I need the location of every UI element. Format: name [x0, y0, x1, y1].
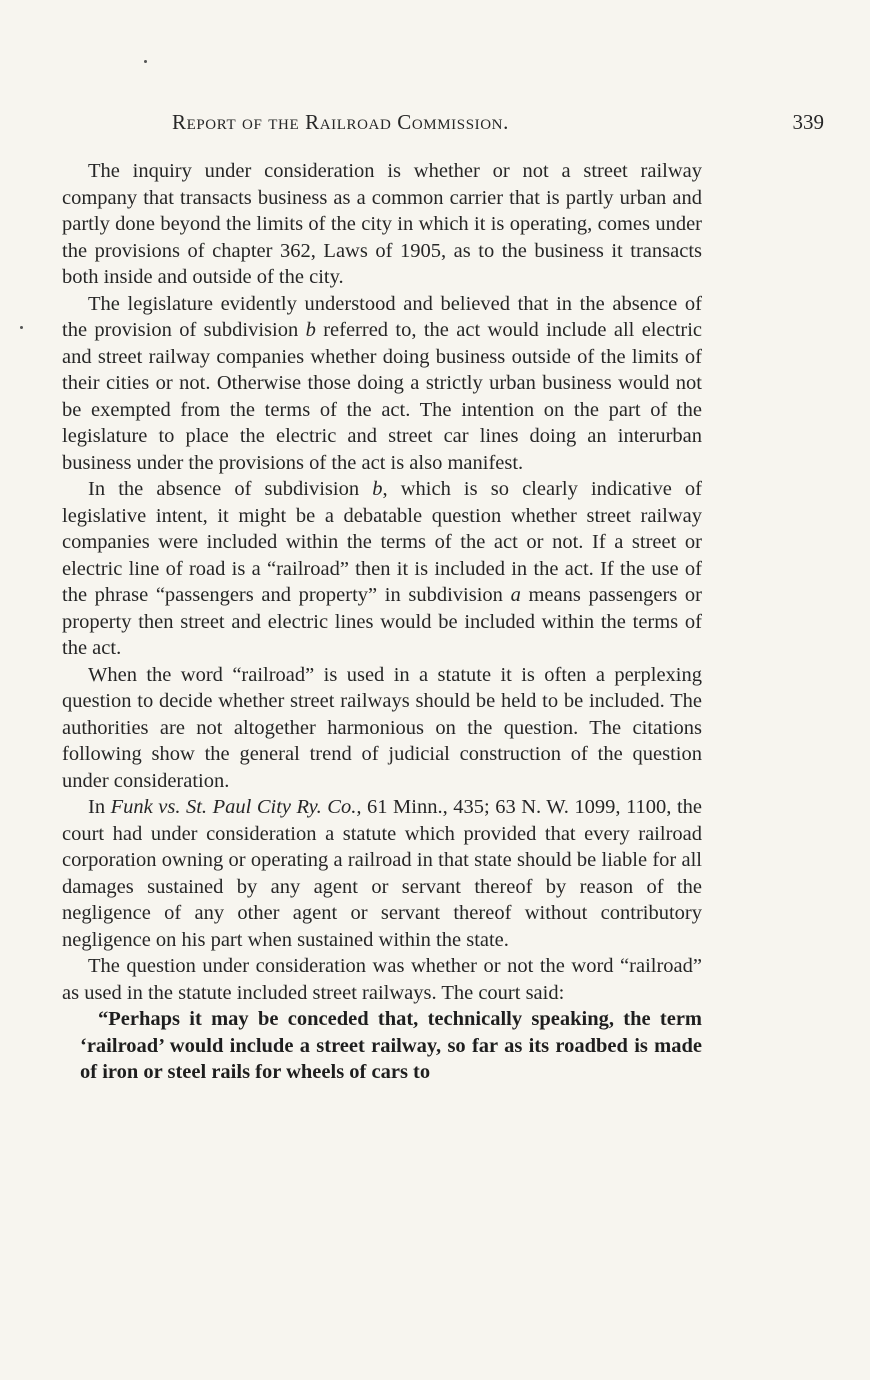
- paragraph-2-text-c: referred to, the act would include all electric and street railway companies whether doing business outside of the limits of their cities or not. Otherwise those doing a strictly urban business would not be exempted from the terms of the act. The intention on the part of the legislature to place the electric and street car lines doing an interurban business under the provisions of the act is also manifest.: [62, 319, 703, 474]
- paragraph-3-text-e: means passengers or property then street and electric lines would be included within the terms of the act.: [62, 584, 702, 659]
- subdivision-b-ref: b: [305, 319, 316, 341]
- paragraph-2-text-a: The legislature evidently understood and believed that in the absence of the provision of subdivision: [62, 292, 702, 341]
- paragraph-6: The question under consideration was whether or not the word “railroad” as used in the statute included street railways. The court said:: [62, 955, 702, 1004]
- paragraph-5-text-a: In: [88, 796, 111, 818]
- paragraph-3: [62, 476, 702, 662]
- ink-speck: [144, 60, 147, 63]
- running-head: [64, 110, 824, 140]
- running-title: Report of the Railroad Commission.: [172, 110, 509, 134]
- paragraph-3-text-c: , which is so clearly indicative of legislative intent, it might be a debatable question whether street railway companies were included within the terms of the act or not. If a street or electric line of road is a “railroad” then it is included in the act. If the use of the phrase “passengers and property” in subdivision: [62, 478, 702, 606]
- page-number: 339: [792, 110, 824, 134]
- paragraph-5: [62, 794, 702, 953]
- paragraph-1: The inquiry under consideration is whether or not a street railway company that transacts business as a common carrier that is partly urban and partly done beyond the limits of the city in which it is operating, comes under the provisions of chapter 362, Laws of 1905, as to the business it transacts both inside and outside of the city.: [62, 160, 702, 288]
- subdivision-a-ref: a: [510, 584, 521, 606]
- ink-speck: [20, 326, 23, 329]
- paragraph-5-text-c: 61 Minn., 435; 63 N. W. 1099, 1100, the court had under consideration a statute which provided that every railroad corporation owning or operating a railroad in that state should be liable for all damages sustained by any agent or servant thereof by reason of the negligence of any other agent or servant thereof without contributory negligence on his part when sustained within the state.: [62, 796, 703, 951]
- case-citation: Funk vs. St. Paul City Ry. Co.,: [110, 796, 362, 818]
- court-quote: “Perhaps it may be conceded that, technically speaking, the term ‘railroad’ would include a street railway, so far as its roadbed is made of iron or steel rails for wheels of cars to: [80, 1008, 702, 1083]
- paragraph-3-text-a: In the absence of subdivision: [88, 478, 373, 500]
- paragraph-2: [62, 291, 702, 477]
- subdivision-b-ref: b: [372, 478, 383, 500]
- paragraph-4: When the word “railroad” is used in a statute it is often a perplexing question to decide whether street railways should be held to be included. The authorities are not altogether harmonious on the question. The citations following show the general trend of judicial construction of the question under consideration.: [62, 663, 702, 792]
- body-text: [62, 158, 702, 1086]
